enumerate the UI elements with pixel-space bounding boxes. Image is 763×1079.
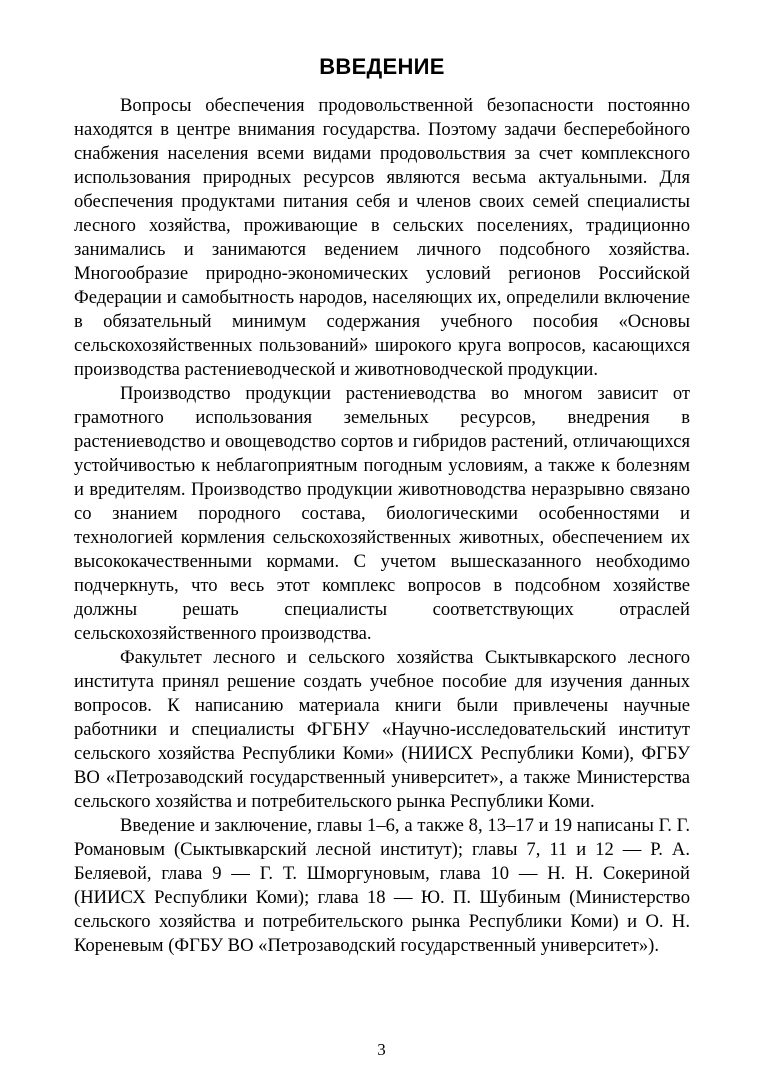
paragraph-faculty-decision: Факультет лесного и сельского хозяйства Сыктывкарского лесного института принял решение создать учебное пособие для изучения данных вопросов. К написанию материала книги были привлечены научные работники и специалисты ФГБНУ «Научно-исследовательский институт сельского хозяйства Республики Коми» (НИИСХ Республики Коми), ФГБУ ВО «Петрозаводский государственный университет», а также Министерства сельского хозяйства и потребительского рынка Республики Коми. [74,647,690,812]
page-number: 3 [377,1040,386,1059]
page-title: ВВЕДЕНИЕ [319,54,445,79]
paragraph-food-security: Вопросы обеспечения продовольственной безопасности постоянно находятся в центре внимания государства. Поэтому задачи бесперебойного снабжения населения всеми видами продовольствия за счет комплексного использования природных ресурсов являются весьма актуальными. Для обеспечения продуктами питания себя и членов своих семей специалисты лесного хозяйства, проживающие в сельских поселениях, традиционно занимались и занимаются ведением личного подсобного хозяйства. Многообразие природно-экономических условий регионов Российской Федерации и самобытность народов, населяющих их, определили включение в обязательный минимум содержания учебного пособия «Основы сельскохозяйственных пользований» широкого круга вопросов, касающихся производства растениеводческой и животноводческой продукции. [74,95,690,380]
page-content [74,54,690,958]
paragraph-authors: Введение и заключение, главы 1–6, а также 8, 13–17 и 19 написаны Г. Г. Романовым (Сыктывкарский лесной институт); главы 7, 11 и 12 — Р. А. Беляевой, глава 9 — Г. Т. Шморгуновым, глава 10 — Н. Н. Сокериной (НИИСХ Республики Коми); глава 18 — Ю. П. Шубиным (Министерство сельского хозяйства и потребительского рынка Республики Коми) и О. Н. Кореневым (ФГБУ ВО «Петрозаводский государственный университет»). [74,815,690,956]
paragraph-crop-livestock: Производство продукции растениеводства во многом зависит от грамотного использования земельных ресурсов, внедрения в растениеводство и овощеводство сортов и гибридов растений, отличающихся устойчивостью к неблагоприятным погодным условиям, а также к болезням и вредителям. Производство продукции животноводства неразрывно связано со знанием породного состава, биологическими особенностями и технологией кормления сельскохозяйственных животных, обеспечением их высококачественными кормами. С учетом вышесказанного необходимо подчеркнуть, что весь этот комплекс вопросов в подсобном хозяйстве должны решать специалисты соответствующих отраслей сельскохозяйственного производства. [74,383,690,644]
